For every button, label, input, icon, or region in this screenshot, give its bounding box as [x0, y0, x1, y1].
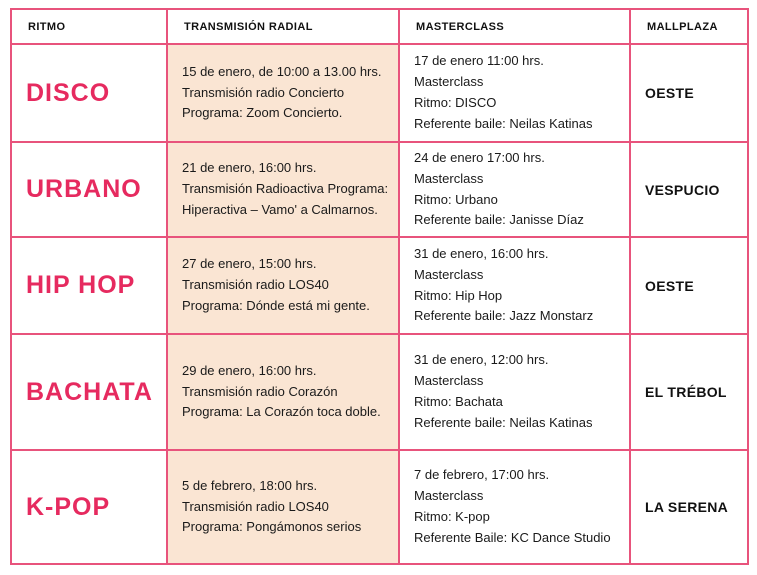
table-header-row [11, 9, 748, 44]
mallplaza-cell: LA SERENA [630, 450, 748, 564]
mallplaza-cell: VESPUCIO [630, 142, 748, 237]
ritmo-cell: URBANO [11, 142, 167, 237]
masterclass-line: 31 de enero, 12:00 hrs. [414, 352, 549, 368]
masterclass-line: Ritmo: Bachata [414, 394, 503, 409]
table-row [11, 450, 748, 564]
masterclass-line: Referente Baile: KC Dance Studio [414, 529, 611, 545]
masterclass-cell [399, 450, 630, 564]
radial-line: Transmisión radio Concierto [182, 84, 345, 100]
table-row [11, 237, 748, 334]
radial-line: 29 de enero, 16:00 hrs. [182, 362, 317, 378]
column-header-masterclass: MASTERCLASS [399, 9, 630, 44]
radial-line: Transmisión radio LOS40 [182, 498, 329, 514]
masterclass-line: 24 de enero 17:00 hrs. [414, 149, 545, 165]
radial-cell [167, 237, 399, 334]
radial-line: 5 de febrero, 18:00 hrs. [182, 477, 318, 493]
table-row [11, 142, 748, 237]
masterclass-line: Ritmo: K-pop [414, 509, 490, 524]
masterclass-line: Masterclass [414, 373, 484, 389]
column-header-mallplaza: MALLPLAZA [630, 9, 748, 44]
masterclass-line: 7 de febrero, 17:00 hrs. [414, 467, 550, 483]
masterclass-line: Masterclass [414, 170, 484, 186]
radial-line: Programa: Pongámonos serios [182, 519, 362, 535]
radial-line: Transmisión radio Corazón [182, 383, 338, 399]
table-row [11, 334, 748, 450]
column-header-transmision-radial: TRANSMISIÓN RADIAL [167, 9, 399, 44]
radial-cell [167, 450, 399, 564]
radial-line: Transmisión radio LOS40 [182, 277, 329, 293]
masterclass-cell [399, 44, 630, 142]
ritmo-cell: BACHATA [11, 334, 167, 450]
radial-line: 27 de enero, 15:00 hrs. [182, 256, 317, 272]
column-header-ritmo: RITMO [11, 9, 167, 44]
radial-cell [167, 142, 399, 237]
radial-cell [167, 334, 399, 450]
radial-line: Hiperactiva – Vamo' a Calmarnos. [182, 201, 378, 217]
radial-line: 21 de enero, 16:00 hrs. [182, 160, 317, 176]
schedule-table [10, 8, 749, 565]
masterclass-line: Ritmo: DISCO [414, 95, 497, 110]
masterclass-line: Masterclass [414, 488, 484, 504]
radial-line: Transmisión Radioactiva Programa: [182, 181, 389, 197]
radial-line: Programa: La Corazón toca doble. [182, 404, 381, 420]
masterclass-line: Ritmo: Hip Hop [414, 287, 503, 303]
masterclass-line: Referente baile: Janisse Díaz [414, 212, 584, 228]
ritmo-cell: K-POP [11, 450, 167, 564]
masterclass-line: Masterclass [414, 74, 484, 90]
masterclass-line: Ritmo: Urbano [414, 191, 498, 207]
radial-line: Programa: Zoom Concierto. [182, 105, 343, 121]
masterclass-line: 17 de enero 11:00 hrs. [414, 53, 544, 69]
mallplaza-cell: OESTE [630, 44, 748, 142]
masterclass-cell [399, 237, 630, 334]
masterclass-line: Masterclass [414, 266, 484, 282]
ritmo-cell: DISCO [11, 44, 167, 142]
masterclass-line: Referente baile: Jazz Monstarz [414, 308, 594, 324]
radial-cell [167, 44, 399, 142]
masterclass-cell [399, 142, 630, 237]
radial-line: Programa: Dónde está mi gente. [182, 297, 370, 313]
table-row [11, 44, 748, 142]
masterclass-cell [399, 334, 630, 450]
masterclass-line: 31 de enero, 16:00 hrs. [414, 245, 549, 261]
mallplaza-cell: EL TRÉBOL [630, 334, 748, 450]
radial-line: 15 de enero, de 10:00 a 13.00 hrs. [182, 63, 382, 79]
ritmo-cell: HIP HOP [11, 237, 167, 334]
mallplaza-cell: OESTE [630, 237, 748, 334]
masterclass-line: Referente baile: Neilas Katinas [414, 414, 593, 430]
masterclass-line: Referente baile: Neilas Katinas [414, 115, 593, 131]
